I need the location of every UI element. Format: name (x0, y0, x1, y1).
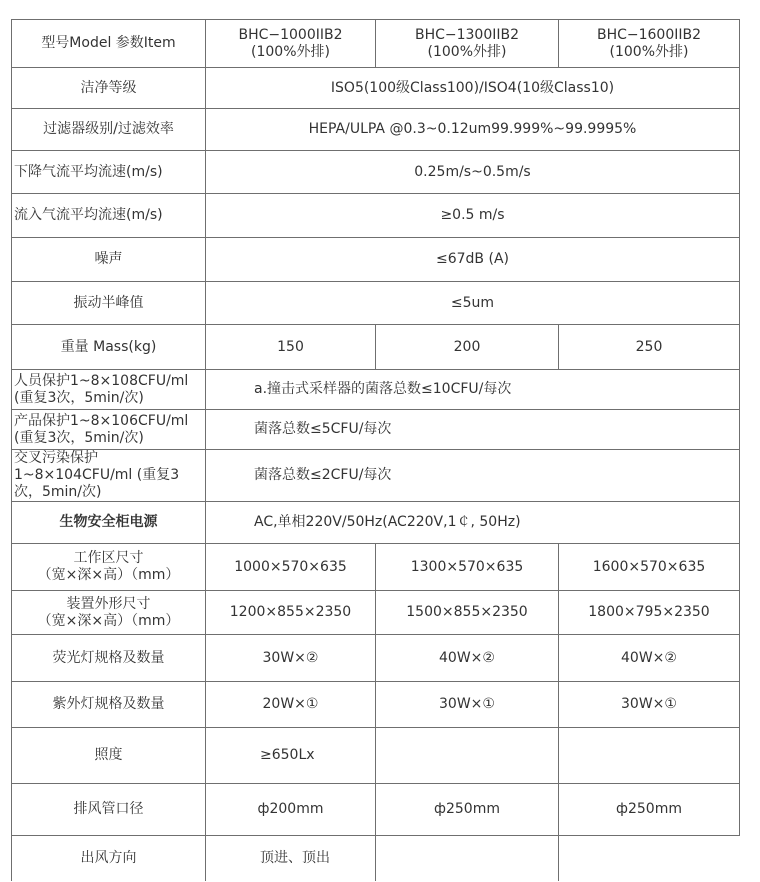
model-1000-header: BHC−1000IIB2 (100%外排) (206, 20, 376, 68)
table-row (12, 682, 740, 728)
external-value: 1200×855×2350 (206, 591, 376, 635)
table-row (12, 68, 740, 109)
uv-value: 30W×① (559, 682, 740, 728)
outlet-value: 顶进、顶出 (206, 836, 376, 881)
row-label: 出风方向 (12, 836, 206, 881)
uv-value: 20W×① (206, 682, 376, 728)
row-label: 紫外灯规格及数量 (12, 682, 206, 728)
cleanliness-value: ISO5(100级Class100)/ISO4(10级Class10) (206, 68, 740, 109)
row-label: 装置外形尺寸 （宽×深×高）（mm） (12, 591, 206, 635)
noise-value: ≤67dB (A) (206, 238, 740, 282)
work-area-value: 1300×570×635 (376, 544, 559, 591)
illuminance-value (559, 728, 740, 784)
row-label: 人员保护1~8×108CFU/ml (重复3次，5min/次) (12, 370, 206, 410)
table-row (12, 502, 740, 544)
row-label: 噪声 (12, 238, 206, 282)
filter-value: HEPA/ULPA @0.3~0.12um99.999%~99.9995% (206, 109, 740, 151)
table-row (12, 194, 740, 238)
downflow-value: 0.25m/s~0.5m/s (206, 151, 740, 194)
row-label: 重量 Mass(kg) (12, 325, 206, 370)
header-label: 型号Model 参数Item (12, 20, 206, 68)
row-label: 下降气流平均流速(m/s) (12, 151, 206, 194)
row-label: 工作区尺寸 （宽×深×高）（mm） (12, 544, 206, 591)
work-area-value: 1000×570×635 (206, 544, 376, 591)
table-row (12, 635, 740, 682)
product-value: 菌落总数≤5CFU/每次 (206, 410, 740, 450)
table-row (12, 450, 740, 502)
row-label: 流入气流平均流速(m/s) (12, 194, 206, 238)
table-row (12, 836, 740, 881)
header-row (12, 20, 740, 68)
row-label: 排风管口径 (12, 784, 206, 836)
table-row (12, 151, 740, 194)
table-row (12, 591, 740, 635)
fluorescent-value: 30W×② (206, 635, 376, 682)
exhaust-value: ф200mm (206, 784, 376, 836)
mass-value: 200 (376, 325, 559, 370)
row-label: 产品保护1~8×106CFU/ml (重复3次，5min/次) (12, 410, 206, 450)
power-value: AC,单相220V/50Hz(AC220V,1￠, 50Hz) (206, 502, 740, 544)
row-label: 生物安全柜电源 (12, 502, 206, 544)
exhaust-value: ф250mm (376, 784, 559, 836)
row-label: 照度 (12, 728, 206, 784)
row-label: 交叉污染保护 1~8×104CFU/ml (重复3次，5min/次) (12, 450, 206, 502)
uv-value: 30W×① (376, 682, 559, 728)
table-row (12, 109, 740, 151)
spec-table (11, 19, 740, 881)
table-row (12, 728, 740, 784)
row-label: 洁净等级 (12, 68, 206, 109)
mass-value: 250 (559, 325, 740, 370)
external-value: 1800×795×2350 (559, 591, 740, 635)
work-area-value: 1600×570×635 (559, 544, 740, 591)
cross-value: 菌落总数≤2CFU/每次 (206, 450, 740, 502)
vibration-value: ≤5um (206, 282, 740, 325)
exhaust-value: ф250mm (559, 784, 740, 836)
row-label: 过滤器级别/过滤效率 (12, 109, 206, 151)
row-label: 振动半峰值 (12, 282, 206, 325)
fluorescent-value: 40W×② (376, 635, 559, 682)
table-row (12, 410, 740, 450)
personnel-value: a.撞击式采样器的菌落总数≤10CFU/每次 (206, 370, 740, 410)
table-row (12, 784, 740, 836)
model-1600-header: BHC−1600IIB2 (100%外排) (559, 20, 740, 68)
illuminance-value: ≥650Lx (206, 728, 376, 784)
table-row (12, 238, 740, 282)
table-row (12, 282, 740, 325)
external-value: 1500×855×2350 (376, 591, 559, 635)
table-row (12, 370, 740, 410)
table-row (12, 544, 740, 591)
outlet-value (376, 836, 559, 881)
illuminance-value (376, 728, 559, 784)
table-row (12, 325, 740, 370)
model-1300-header: BHC−1300IIB2 (100%外排) (376, 20, 559, 68)
mass-value: 150 (206, 325, 376, 370)
row-label: 荧光灯规格及数量 (12, 635, 206, 682)
inflow-value: ≥0.5 m/s (206, 194, 740, 238)
fluorescent-value: 40W×② (559, 635, 740, 682)
outlet-value (559, 836, 740, 881)
